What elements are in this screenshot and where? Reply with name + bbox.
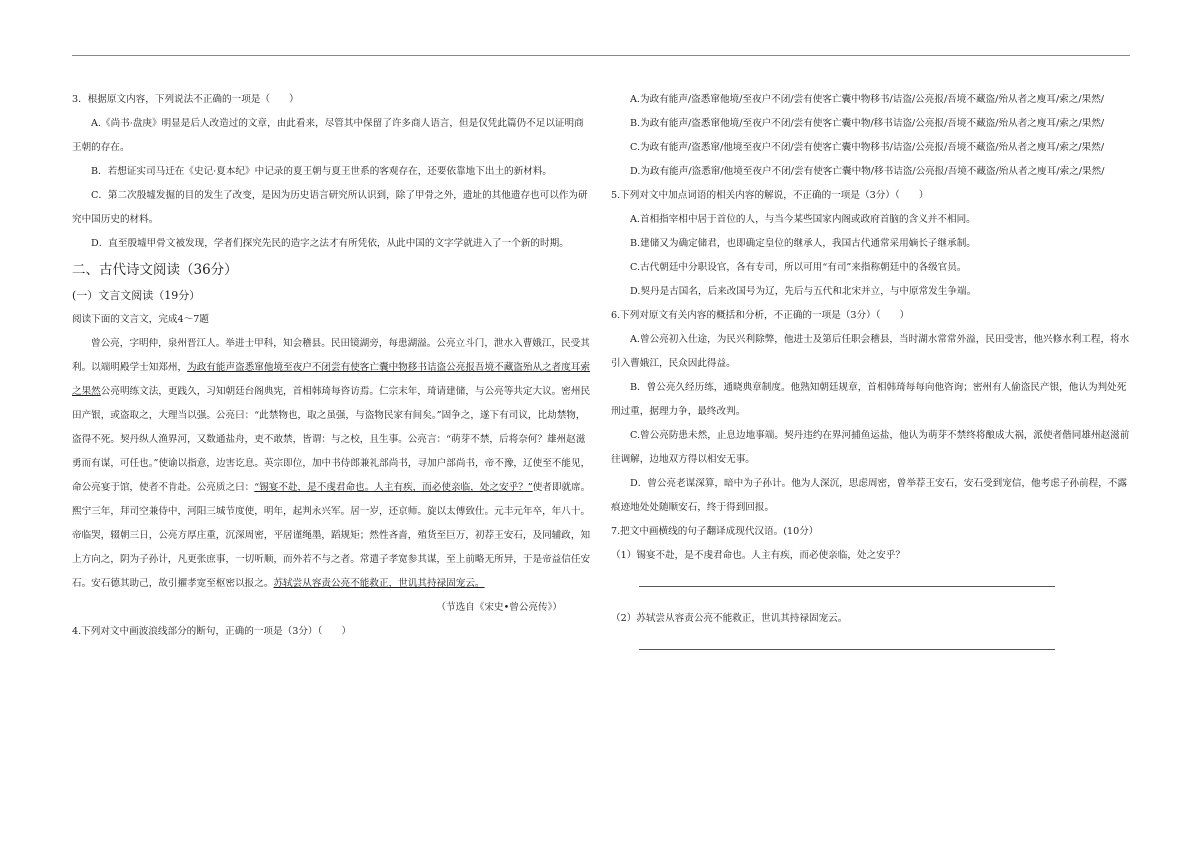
header-rule (72, 55, 1130, 56)
question-6-option-a: A.曾公亮初入仕途，为民兴利除弊，他进士及第后任职会稽县，当时湖水常常外溢，民田受害，他兴修水利工程，将水引入曹娥江，民众因此得益。 (611, 334, 1130, 369)
question-4-option-b: B.为政有能声/盗悉窜他境/至夜户不闭/尝有使客亡囊中物/移书诘盗/公亮报/吾境不藏盗/殆从者之廋耳/索之/果然/ (630, 118, 1105, 129)
answer-line-1[interactable] (639, 572, 1055, 587)
question-7-part-2: （2）苏轼尝从容责公亮不能救正，世讥其持禄固宠云。 (611, 613, 848, 624)
passage-source: （节选自《宋史•曾公亮传》） (436, 602, 562, 613)
question-3-option-d: D．直至殷墟甲骨文被发现，学者们探究先民的造字之法才有所凭依，从此中国的文字学就进入了一个新的时期。 (91, 238, 569, 249)
question-4-option-d: D.为政有能声/盗悉窜/他境至夜户不闭/尝有使客亡囊中物/移书诘盗/公亮报/吾境不藏盗/殆从者之廋耳/索之/果然/ (630, 166, 1105, 177)
question-3: 3．根据原文内容，下列说法不正确的一项是（ ） (72, 94, 299, 105)
right-column (611, 88, 1131, 670)
question-3-option-c: C．第二次殷墟发掘的目的发生了改变，是因为历史语言研究所认识到，除了甲骨之外，遗址的其他遗存也可以作为研究中国历史的材料。 (72, 190, 588, 225)
question-5-option-a: A.首相指宰相中居于首位的人，与当今某些国家内阁或政府首脑的含义并不相同。 (630, 214, 976, 225)
question-4-option-c: C.为政有能声/盗悉窜/他境至夜户不闭/尝有使客亡囊中物移书/诘盗/公亮报/吾境不藏盗/殆从者之廋耳/索之/果然/ (630, 142, 1105, 153)
passage-wavy-segment: 为政有能声盗悉窜他境至夜户不闭尝有使客亡囊中物移书诘盗公亮报吾境不藏盗殆从之者度耳索之果然 (72, 362, 591, 397)
question-3-option-a: A.《尚书·盘庚》明显是后人改造过的文章，由此看来，尽管其中保留了许多商人语言，但是仅凭此篇仍不足以证明商王朝的存在。 (72, 118, 584, 153)
passage-text-3: 使者即就席。熙宁三年，拜司空兼侍中，河阳三城节度使，明年，起判永兴军。居一岁，还京师。旋以太傅致仕。元丰元年卒，年八十。帝临哭，辍朝三日，公亮方厚庄重，沉深周密，平居谨绳墨，蹈规矩；然性吝啬，殖货至巨万，初荐王安石，及同辅政，知上方向之，阴为子孙计，凡更张庶事，一切听顺，而外若不与之者。常遣子孝宽参其谋，至上前略无所异，于是帝益信任安石。安石德其助己，故引擢孝宽至枢密以报之。 (72, 482, 591, 589)
passage-underline-1: “锡宴不赴，是不虔君命也。人主有疾，而必使亲临，处之安乎？” (254, 482, 533, 493)
question-5-option-d: D.契丹是古国名，后来改国号为辽，先后与五代和北宋并立，与中原常发生争端。 (630, 286, 977, 297)
section-title: 二、古代诗文阅读（36分） (72, 262, 238, 278)
question-7: 7.把文中画横线的句子翻译成现代汉语。(10分） (611, 526, 819, 537)
question-6-option-b: B．曾公亮久经历练，通晓典章制度。他熟知朝廷规章，首相韩琦每每向他咨询；密州有人偷盗民产银，他认为判处死刑过重，据理力争，最终改判。 (611, 382, 1127, 417)
left-column (72, 88, 592, 644)
question-5-option-b: B.建储又为确定储君，也即确定皇位的继承人，我国古代通常采用嫡长子继承制。 (630, 238, 976, 249)
subsection-title: (一）文言文阅读（19分） (72, 289, 201, 302)
answer-line-2[interactable] (639, 635, 1055, 650)
question-6: 6.下列对原文有关内容的概括和分析，不正确的一项是（3分）（ ） (611, 310, 910, 321)
passage-underline-2: 苏轼尝从容责公亮不能救正，世讥其持禄固宠云。 (273, 578, 485, 589)
question-6-option-c: C.曾公亮防患未然，止息边地事端。契丹违约在界河捕鱼运盐，他认为萌芽不禁终将酿成大祸，派使者偕同雄州赵滋前往调解，边地双方得以相安无事。 (611, 430, 1130, 465)
question-7-part-1: （1）锡宴不赴，是不虔君命也。人主有疾，而必使亲临，处之安乎？ (611, 550, 905, 561)
question-5-option-c: C.古代朝廷中分职设官，各有专司，所以可用“有司”来指称朝廷中的各级官员。 (630, 262, 967, 273)
reading-instruction: 阅读下面的文言文，完成4～7题 (72, 314, 209, 325)
classical-passage (72, 332, 592, 596)
passage-text-2: 公亮明练文法，更践久，习知朝廷台阁典宪，首相韩琦每咨访焉。仁宗末年，琦请建储，与公亮等共定大议。密州民田产银，或盗取之，大理当以强。公亮曰：“此禁物也，取之虽强，与盗物民家有间矣。”固争之，遂下有司议，比劫禁物，盗得不死。契丹纵人渔界河，又数通盐舟，吏不敢禁，皆谓：与之校，且生事。公亮言：“萌芽不禁，后将奈何？雄州赵滋勇而有谋，可任也。”使谕以指意，边害讫息。英宗即位，加中书侍郎兼礼部尚书，寻加户部尚书，帝不豫，辽使至不能见，命公亮宴于馆，使者不肯赴。公亮质之曰： (72, 386, 591, 493)
passage-text-1: 曾公亮，字明仲，泉州晋江人。举进士甲科，知会稽县。民田镜湖旁，每患湖溢。公亮立斗门，泄水入曹娥江，民受其利。以端明殿学士知郑州， (72, 338, 590, 373)
question-4: 4.下列对文中画波浪线部分的断句，正确的一项是（3分）（ ） (72, 626, 352, 637)
question-3-option-b: B．若想证实司马迁在《史记·夏本纪》中记录的夏王朝与夏王世系的客观存在，还要依靠地下出土的新材料。 (91, 166, 553, 177)
question-4-option-a: A.为政有能声/盗悉窜他境/至夜户不闭/尝有使客亡囊中物移书/诘盗/公亮报/吾境不藏盗/殆从者之廋耳/索之/果然/ (630, 94, 1105, 105)
question-6-option-d: D．曾公亮老谋深算，暗中为子孙计。他为人深沉，思虑周密，曾举荐王安石，安石受到宠信，他考虑子孙前程，不露痕迹地处处随顺安石，终于得到回报。 (611, 478, 1127, 513)
question-5: 5.下列对文中加点词语的相关内容的解说，不正确的一项是（3分）（ ） (611, 190, 929, 201)
